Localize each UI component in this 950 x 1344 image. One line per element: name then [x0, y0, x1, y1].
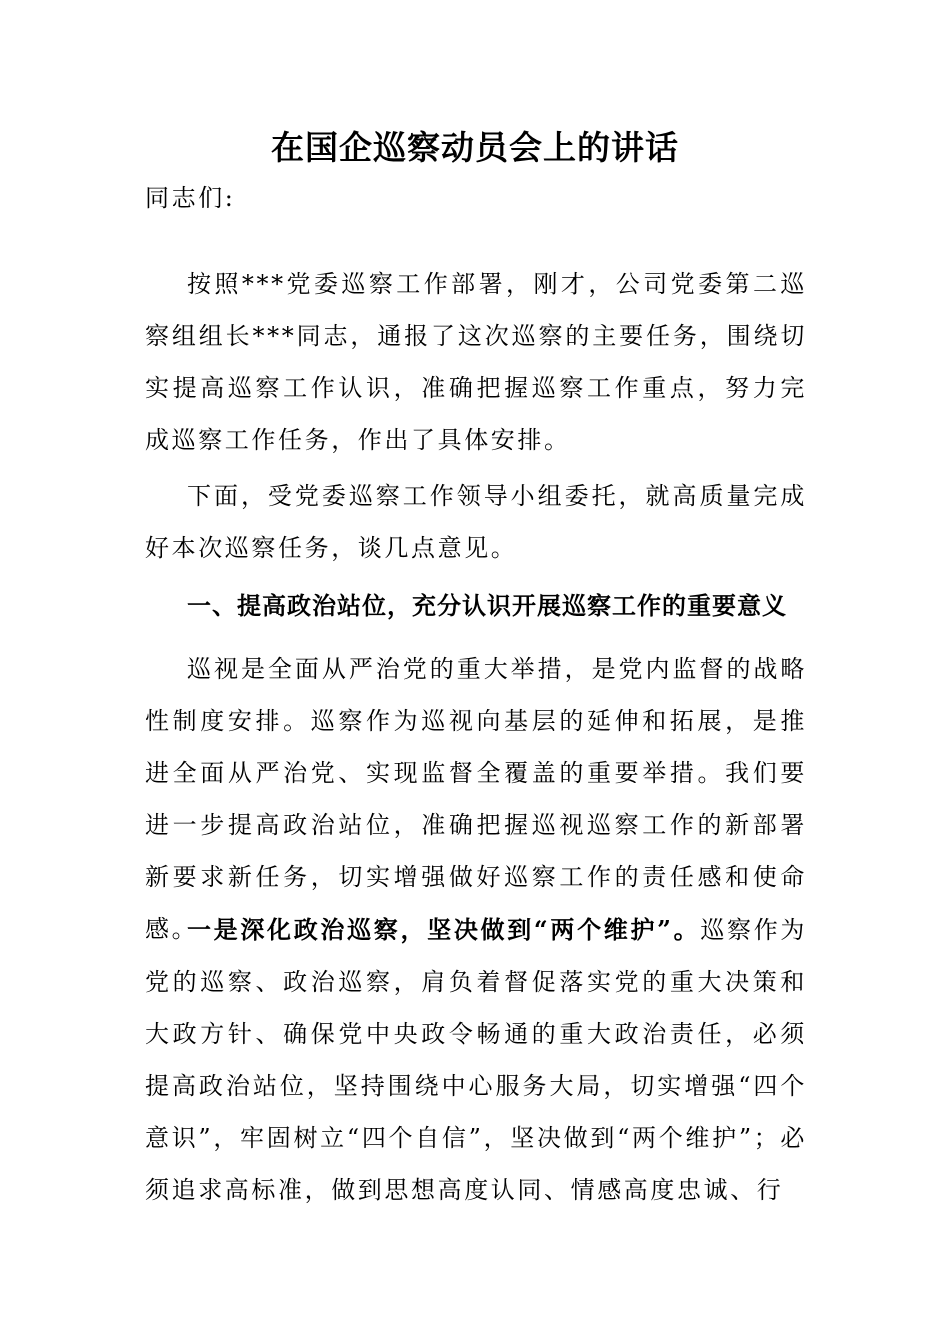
point-one-lead: 一是深化政治巡察，坚决做到“两个维护”。 — [187, 915, 701, 944]
point-one-paragraph — [145, 904, 807, 1216]
section-heading: 一、提高政治站位，充分认识开展巡察工作的重要意义 — [187, 591, 787, 620]
paragraph-intro: 按照***党委巡察工作部署，刚才，公司党委第二巡察组组长***同志，通报了这次巡察的主要任务，围绕切实提高巡察工作认识，准确把握巡察工作重点，努力完成巡察工作任务，作出了具体安排。 — [145, 270, 807, 454]
paragraph-purpose: 下面，受党委巡察工作领导小组委托，就高质量完成好本次巡察任务，谈几点意见。 — [145, 482, 807, 562]
document-title: 在国企巡察动员会上的讲话 — [271, 128, 679, 167]
salutation: 同志们: — [145, 184, 236, 212]
point-one-body: 巡察作为党的巡察、政治巡察，肩负着督促落实党的重大决策和大政方针、确保党中央政令畅通的重大政治责任，必须提高政治站位，坚持围绕中心服务大局，切实增强“四个意识”，牢固树立“四个自信”，坚决做到“两个维护”；必须追求高标准，做到思想高度认同、情感高度忠诚、行 — [145, 916, 808, 1204]
section-paragraph: 巡视是全面从严治党的重大举措，是党内监督的战略性制度安排。巡察作为巡视向基层的延伸和拓展，是推进全面从严治党、实现监督全覆盖的重要举措。我们要进一步提高政治站位，准确把握巡视巡察工作的新部署新要求新任务，切实增强做好巡察工作的责任感和使命感。 — [145, 655, 807, 943]
